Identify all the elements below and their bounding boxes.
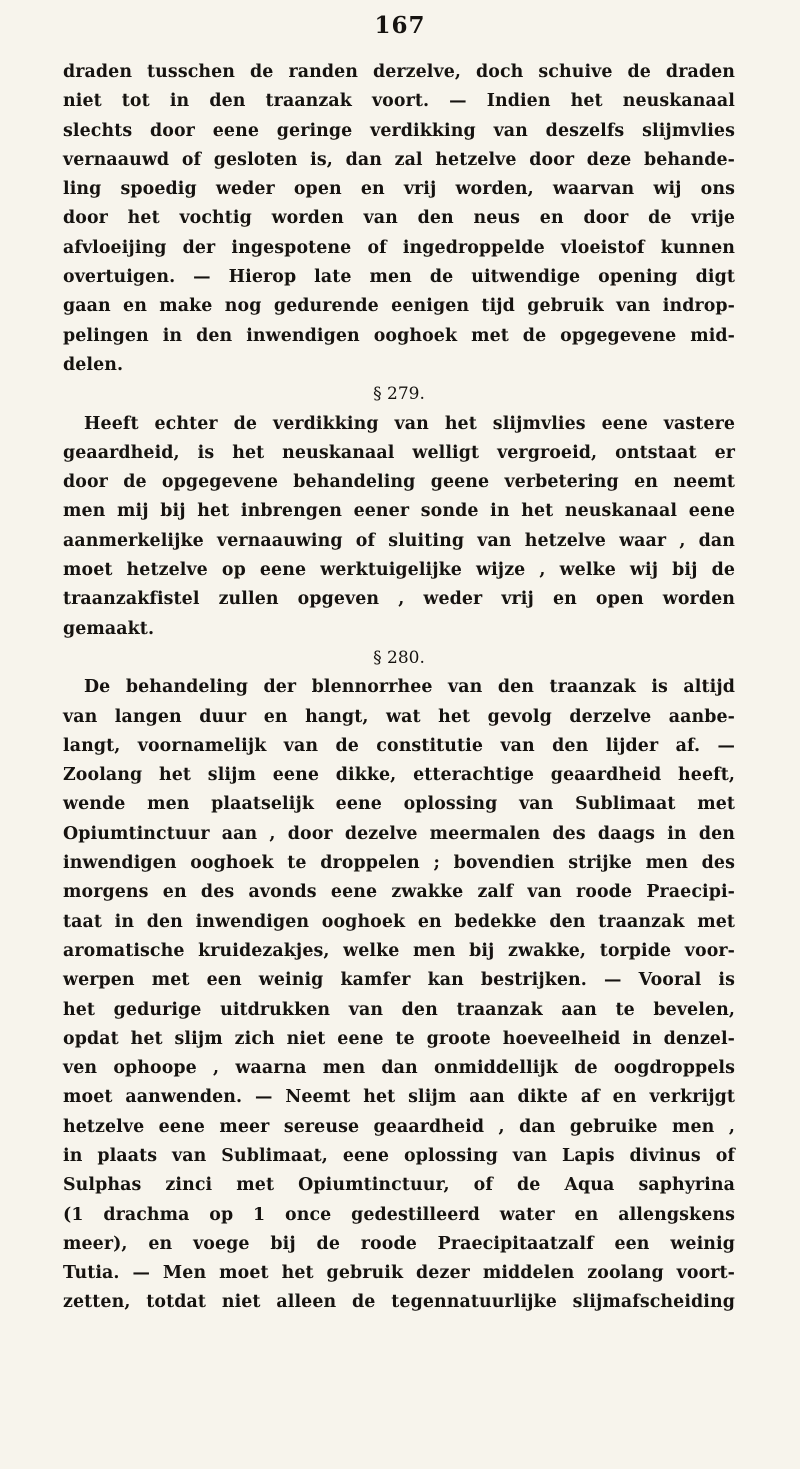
text-line: door het vochtig worden van den neus en door de vrije bbox=[63, 208, 735, 229]
text-line: men mij bij het inbrengen eener sonde in het neuskanaal eene bbox=[63, 501, 735, 522]
text-line: opdat het slijm zich niet eene te groote hoeveelheid in denzel- bbox=[63, 1028, 735, 1049]
text-line: werpen met een weinig kamfer kan bestrijken. — Vooral is bbox=[63, 970, 735, 991]
text-line: meer), en voege bij de roode Praecipitaatzalf een weinig bbox=[63, 1233, 735, 1254]
text-line: Opiumtinctuur aan , door dezelve meermalen des daags in den bbox=[63, 823, 735, 844]
paragraph-first-line: De behandeling der blennorrhee van den traanzak is altijd bbox=[84, 677, 735, 698]
text-line: geaardheid, is het neuskanaal welligt vergroeid, ontstaat er bbox=[63, 442, 735, 463]
text-line: vernaauwd of gesloten is, dan zal hetzelve door deze behande- bbox=[63, 149, 735, 170]
text-line: ven ophoope , waarna men dan onmiddellijk de oogdroppels bbox=[63, 1058, 735, 1079]
text-line: het gedurige uitdrukken van den traanzak aan te bevelen, bbox=[63, 999, 735, 1020]
text-line: aanmerkelijke vernaauwing of sluiting van hetzelve waar , dan bbox=[63, 530, 735, 551]
page-number: 167 bbox=[374, 12, 426, 39]
text-line: moet aanwenden. — Neemt het slijm aan dikte af en verkrijgt bbox=[63, 1087, 735, 1108]
text-line: taat in den inwendigen ooghoek en bedekke den traanzak met bbox=[63, 911, 735, 932]
text-line: aromatische kruidezakjes, welke men bij zwakke, torpide voor- bbox=[63, 940, 735, 961]
text-line: in plaats van Sublimaat, eene oplossing van Lapis divinus of bbox=[63, 1145, 735, 1166]
paragraph-first-line: Heeft echter de verdikking van het slijmvlies eene vastere bbox=[84, 413, 735, 434]
text-line: gaan en make nog gedurende eenigen tijd gebruik van indrop- bbox=[63, 296, 735, 317]
section-heading: § 279. bbox=[373, 384, 425, 405]
text-line: ling spoedig weder open en vrij worden, waarvan wij ons bbox=[63, 179, 735, 200]
text-line: zetten, totdat niet alleen de tegennatuurlijke slijmafscheiding bbox=[63, 1292, 735, 1313]
text-line: Zoolang het slijm eene dikke, etterachtige geaardheid heeft, bbox=[63, 765, 735, 786]
section-heading: § 280. bbox=[373, 647, 425, 668]
text-line: door de opgegevene behandeling geene verbetering en neemt bbox=[63, 472, 735, 493]
text-line: afvloeijing der ingespotene of ingedroppelde vloeistof kunnen bbox=[63, 237, 735, 258]
body-text bbox=[63, 58, 735, 1318]
text-line: draden tusschen de randen derzelve, doch schuive de draden bbox=[63, 62, 735, 82]
text-line: wende men plaatselijk eene oplossing van Sublimaat met bbox=[63, 794, 735, 815]
paragraph-last-line: gemaakt. bbox=[63, 618, 155, 639]
text-line: morgens en des avonds eene zwakke zalf van roode Praecipi- bbox=[63, 882, 735, 903]
text-line: overtuigen. — Hierop late men de uitwendige opening digt bbox=[63, 267, 735, 288]
text-line: slechts door eene geringe verdikking van deszelfs slijmvlies bbox=[63, 120, 735, 141]
text-line: (1 drachma op 1 once gedestilleerd water en allengskens bbox=[63, 1204, 735, 1225]
text-line: inwendigen ooghoek te droppelen ; bovendien strijke men des bbox=[63, 853, 735, 874]
text-line: hetzelve eene meer sereuse geaardheid , dan gebruike men , bbox=[63, 1116, 735, 1137]
text-line: traanzakfistel zullen opgeven , weder vrij en open worden bbox=[63, 589, 735, 610]
paragraph-last-line: delen. bbox=[63, 354, 124, 375]
text-line: Sulphas zinci met Opiumtinctuur, of de Aqua saphyrina bbox=[63, 1175, 735, 1196]
text-line: van langen duur en hangt, wat het gevolg derzelve aanbe- bbox=[63, 706, 735, 727]
text-line: pelingen in den inwendigen ooghoek met de opgegevene mid- bbox=[63, 325, 735, 346]
text-line: moet hetzelve op eene werktuigelijke wijze , welke wij bij de bbox=[63, 560, 735, 581]
text-line: langt, voornamelijk van de constitutie van den lijder af. — bbox=[63, 735, 735, 756]
text-line: Tutia. — Men moet het gebruik dezer middelen zoolang voort- bbox=[63, 1263, 735, 1284]
text-line: niet tot in den traanzak voort. — Indien het neuskanaal bbox=[63, 91, 735, 112]
